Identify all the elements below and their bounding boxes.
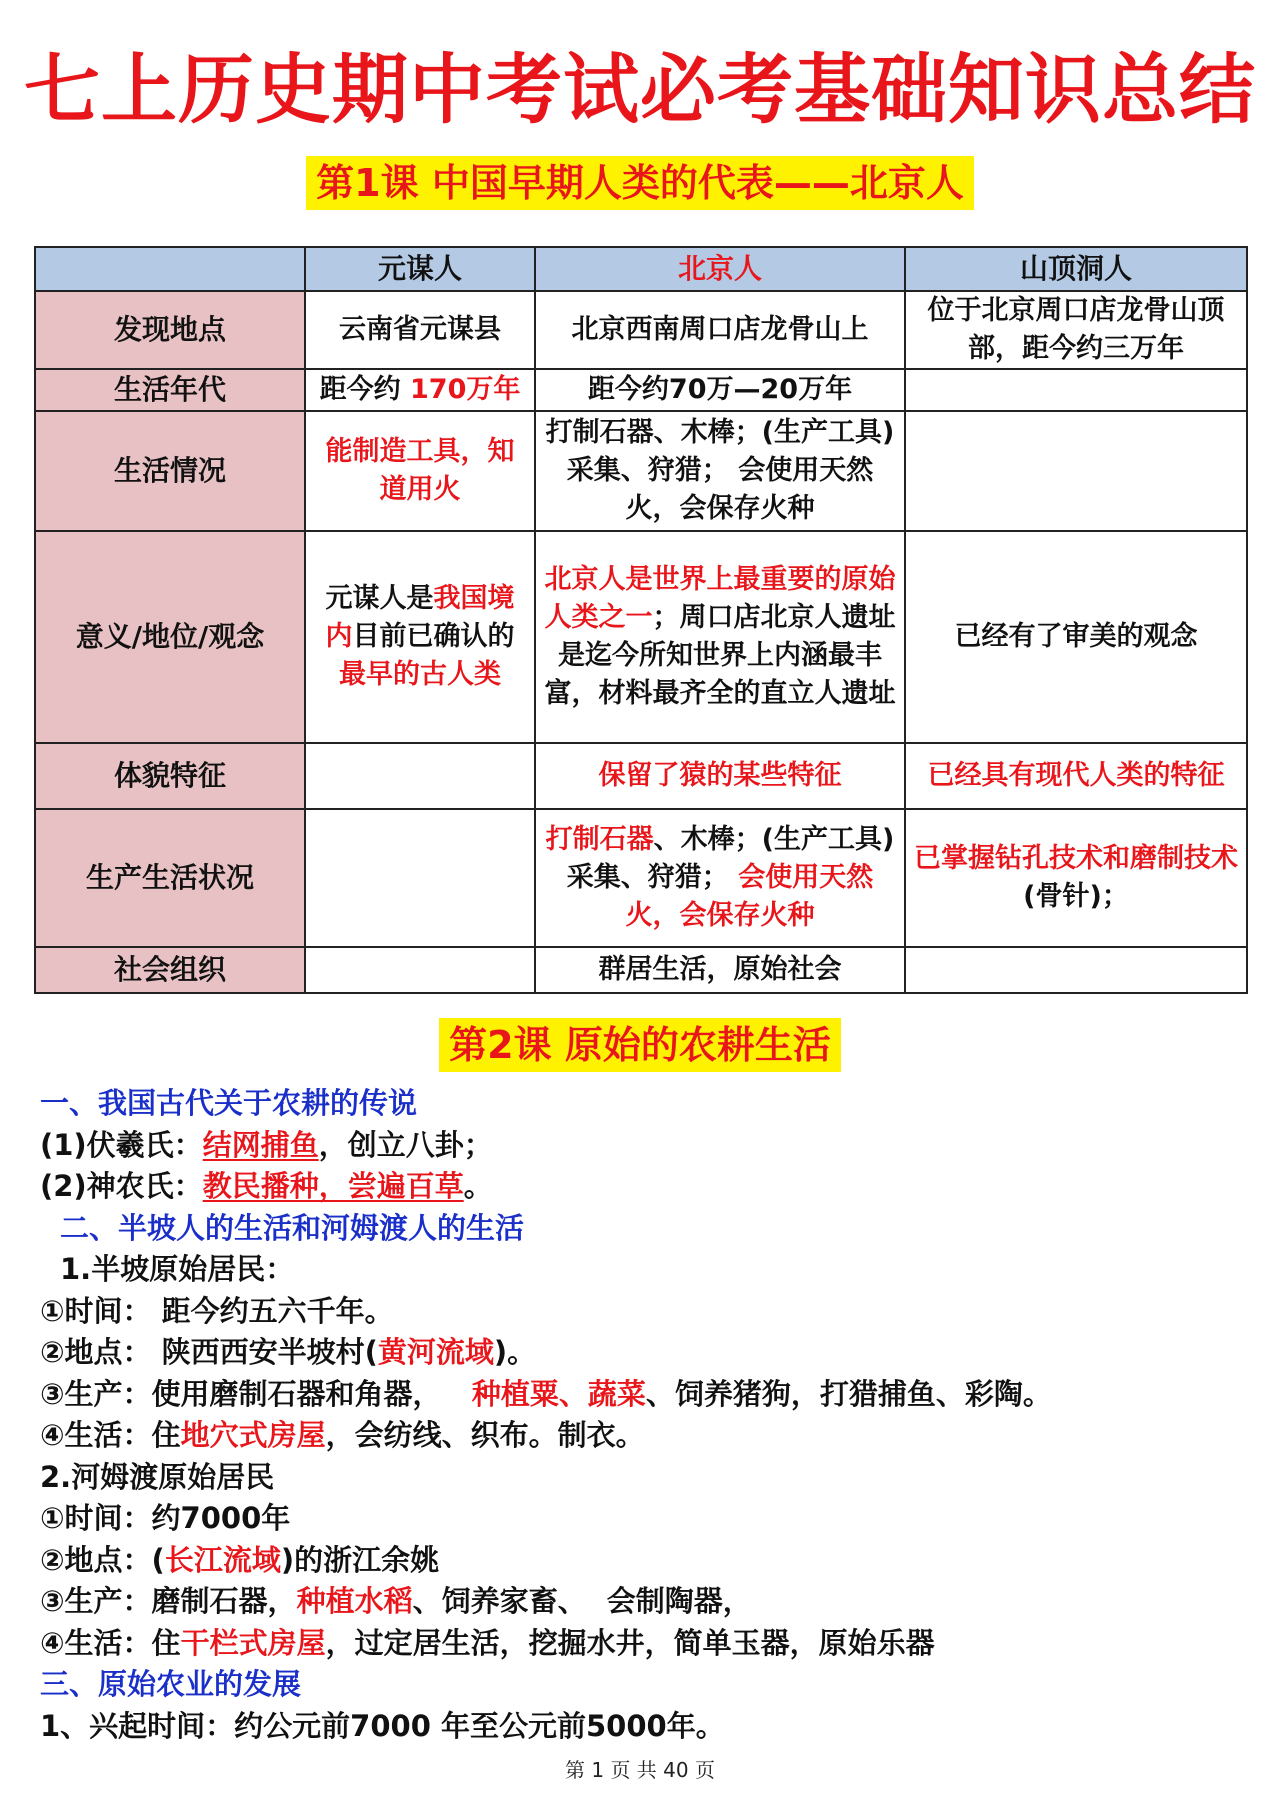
text: )的浙江余姚 (280, 1542, 440, 1577)
cell-text-red: 打制石器 (545, 824, 654, 855)
cell-text-red: 最早的古人类 (339, 659, 501, 690)
text: ②地点： 陕西西安半坡村( (40, 1335, 378, 1369)
text-line (40, 1581, 1250, 1623)
section-title: 一、我国古代关于农耕的传说 (40, 1086, 418, 1120)
header-yuanmou: 元谋人 (305, 247, 535, 291)
text-line (40, 1332, 1250, 1374)
text: ，过定居生活，挖掘水井，简单玉器，原始乐器 (325, 1625, 935, 1660)
text: ④生活：住 (40, 1625, 181, 1660)
cell (305, 369, 535, 411)
lesson2-body (40, 1083, 1250, 1747)
cell-text: 元谋人是 (325, 583, 434, 614)
cell-text-red: 170万年 (410, 374, 521, 405)
table-row (35, 369, 1247, 411)
cell-text: 、木棒；(生产工具)采集、狩猎； (566, 824, 895, 893)
table-header-row (35, 247, 1247, 291)
text-line (40, 1623, 1250, 1665)
text-line (40, 1125, 1250, 1167)
cell-text-red: 我国境内 (325, 583, 515, 652)
text-red: 地穴式房屋 (180, 1418, 326, 1452)
text-line: 2.河姆渡原始居民 (40, 1459, 275, 1494)
cell (905, 809, 1247, 947)
row-label: 生活情况 (35, 411, 305, 531)
text-red: 种植水稻 (296, 1584, 413, 1618)
row-label: 生产生活状况 (35, 809, 305, 947)
section-title: 二、半坡人的生活和河姆渡人的生活 (60, 1210, 525, 1245)
cell (535, 531, 905, 743)
cell: 能制造工具，知道用火 (305, 411, 535, 531)
cell (305, 743, 535, 809)
cell-text-red: 北京人是世界上最重要的原始人类之一 (544, 564, 896, 633)
cell: 打制石器、木棒；(生产工具)采集、狩猎； 会使用天然火，会保存火种 (535, 411, 905, 531)
text: ，会纺线、织布。制衣。 (325, 1418, 645, 1452)
cell: 保留了猿的某些特征 (535, 743, 905, 809)
lesson2-heading (0, 1018, 1280, 1072)
table-row (35, 291, 1247, 369)
page-title: 七上历史期中考试必考基础知识总结 (24, 45, 1256, 134)
section-title: 三、原始农业的发展 (40, 1667, 302, 1701)
text: ，创立八卦； (318, 1127, 493, 1162)
cell: 已经具有现代人类的特征 (905, 743, 1247, 809)
text-red: 结网捕鱼 (202, 1127, 319, 1162)
cell-text: ；周口店北京人遗址是迄今所知世界上内涵最丰富，材料最齐全的直立人遗址 (544, 602, 896, 709)
row-label: 体貌特征 (35, 743, 305, 809)
text: ③生产：磨制石器， (40, 1584, 297, 1618)
text-line: ①时间：约7000年 (40, 1501, 291, 1535)
cell: 已经有了审美的观念 (905, 531, 1247, 743)
row-label: 生活年代 (35, 369, 305, 411)
cell-text-red: 已掌握钻孔技术和磨制技术 (914, 843, 1238, 874)
cell (305, 531, 535, 743)
cell (305, 947, 535, 993)
header-shanding: 山顶洞人 (905, 247, 1247, 291)
text: 、饲养猪狗，打猎捕鱼、彩陶。 (645, 1376, 1052, 1411)
knowledge-table (34, 246, 1248, 994)
table-row (35, 531, 1247, 743)
cell-text: (骨针)； (1023, 881, 1129, 912)
header-beijing: 北京人 (535, 247, 905, 291)
cell: 距今约70万—20万年 (535, 369, 905, 411)
text: (1)伏羲氏： (40, 1127, 203, 1162)
cell (305, 809, 535, 947)
row-label: 意义/地位/观念 (35, 531, 305, 743)
table-row (35, 743, 1247, 809)
text-red: 教民播种，尝遍百草 (202, 1169, 464, 1203)
text: ③生产：使用磨制石器和角器， (40, 1376, 472, 1411)
cell (905, 947, 1247, 993)
text-red: 种植粟、蔬菜 (471, 1376, 646, 1411)
text-line: 1.半坡原始居民： (60, 1252, 295, 1286)
table-row (35, 947, 1247, 993)
cell: 云南省元谋县 (305, 291, 535, 369)
cell-text-red: 会使用天然火，会保存火种 (625, 862, 874, 931)
text-line: ①时间： 距今约五六千年。 (40, 1293, 394, 1328)
text: ②地点：( (40, 1542, 165, 1577)
text-red: 干栏式房屋 (180, 1625, 326, 1660)
text: (2)神农氏： (40, 1169, 203, 1203)
cell-text: 距今约 (319, 374, 411, 405)
text: 。 (463, 1169, 493, 1203)
header-blank (35, 247, 305, 291)
text-line: 1、兴起时间：约公元前7000 年至公元前5000年。 (40, 1708, 725, 1743)
text: 、饲养家畜、 会制陶器， (412, 1584, 752, 1618)
text-red: 黄河流域 (377, 1335, 494, 1369)
lesson2-heading-text: 第2课 原始的农耕生活 (439, 1018, 841, 1072)
lesson1-heading-text: 第1课 中国早期人类的代表——北京人 (306, 156, 974, 210)
text-line (40, 1540, 1250, 1582)
cell: 北京西南周口店龙骨山上 (535, 291, 905, 369)
cell: 位于北京周口店龙骨山顶部，距今约三万年 (905, 291, 1247, 369)
cell (905, 369, 1247, 411)
text: )。 (493, 1335, 537, 1369)
text: ④生活：住 (40, 1418, 181, 1452)
row-label: 发现地点 (35, 291, 305, 369)
cell-text: 目前已确认的 (352, 621, 515, 652)
table-row (35, 411, 1247, 531)
cell: 群居生活，原始社会 (535, 947, 905, 993)
cell (535, 809, 905, 947)
row-label: 社会组织 (35, 947, 305, 993)
table-row (35, 809, 1247, 947)
lesson1-heading (0, 156, 1280, 210)
text-line (40, 1374, 1250, 1416)
text-line (40, 1415, 1250, 1457)
page-footer: 第 1 页 共 40 页 (565, 1758, 715, 1782)
text-red: 长江流域 (164, 1542, 281, 1577)
text-line (40, 1166, 1250, 1208)
cell (905, 411, 1247, 531)
